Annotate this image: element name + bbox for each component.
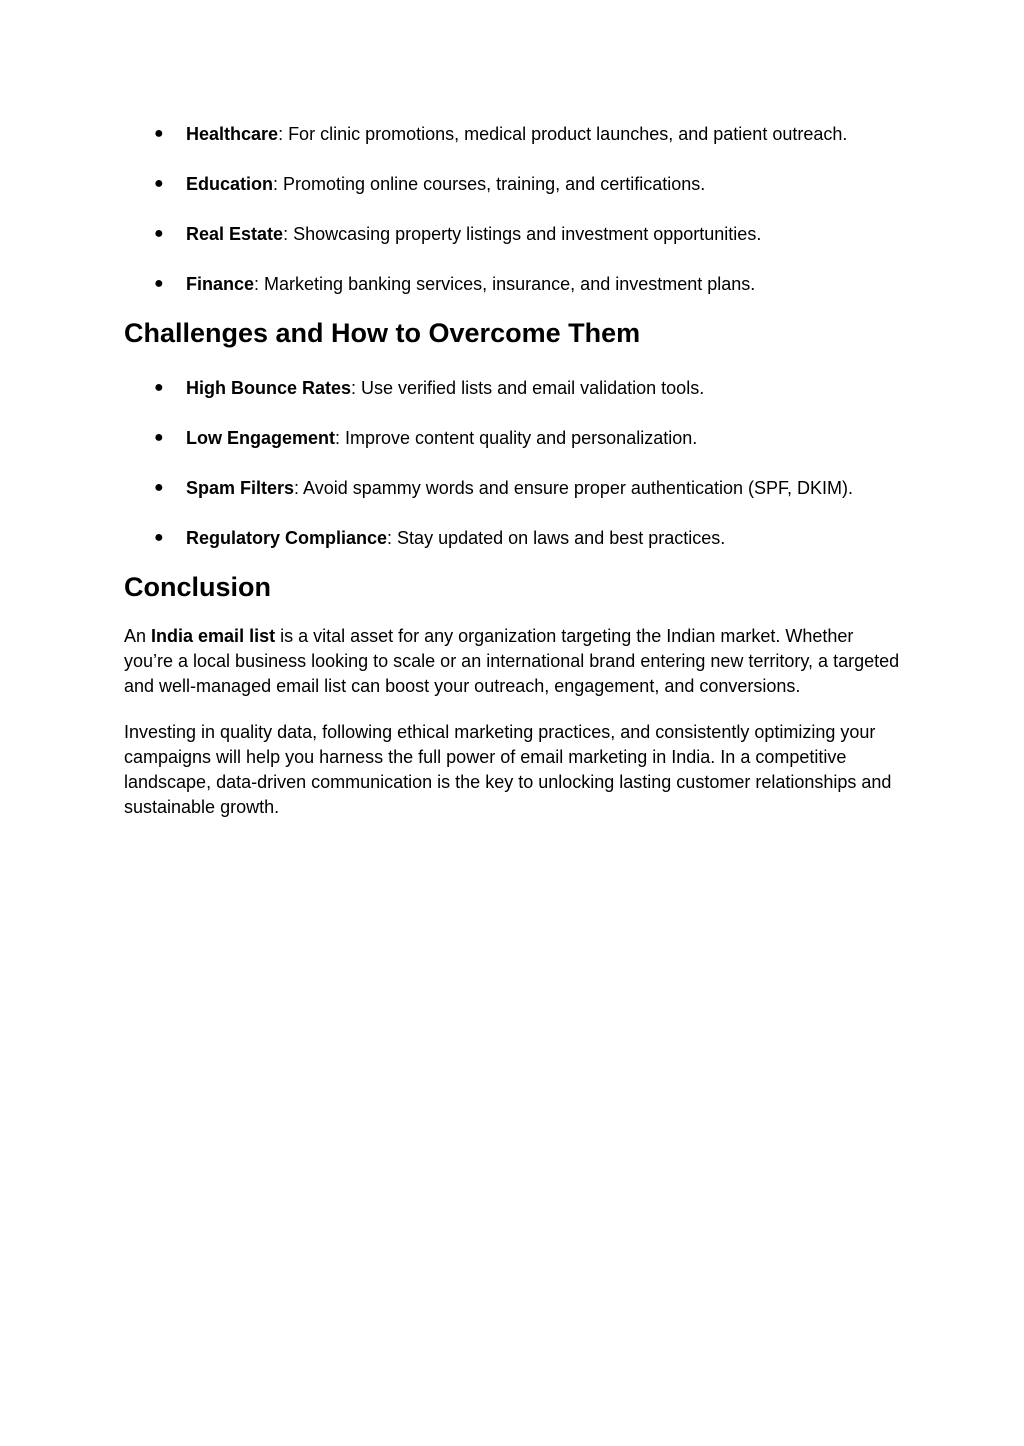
conclusion-paragraph-2: Investing in quality data, following ethical marketing practices, and consistently optimizing your campaigns will help you harness the full power of email marketing in India. In a competitive landscape, data-driven communication is the key to unlocking lasting customer relationships and sustainable growth. [124,722,892,817]
list-item-term: Finance [186,274,255,294]
conclusion-paragraph-1 [124,624,904,699]
bullet-icon: ● [154,379,164,396]
bullet-icon: ● [154,125,164,142]
list-item [124,118,904,150]
list-item-term: Education [186,174,274,194]
list-item-desc: : Use verified lists and email validation tools. [351,378,705,398]
paragraph-text: is a vital asset for any organization targeting the Indian market. Whether you’re a local business looking to scale or an international brand entering new territory, a targeted and well-managed email list can boost your outreach, engagement, and conversions. [124,626,900,696]
list-item-desc: : Marketing banking services, insurance, and investment plans. [254,274,756,294]
bullet-icon: ● [154,429,164,446]
list-item [124,422,904,454]
list-item-term: Spam Filters [186,478,295,498]
list-item-term: Real Estate [186,224,284,244]
list-item-term: High Bounce Rates [186,378,352,398]
conclusion-heading: Conclusion [124,572,271,602]
challenges-list [124,372,904,554]
list-item-desc: : Stay updated on laws and best practices. [387,528,726,548]
bullet-icon: ● [154,529,164,546]
bullet-icon: ● [154,479,164,496]
bullet-icon: ● [154,275,164,292]
list-item [124,522,904,554]
document-page [124,118,904,841]
list-item-desc: : Improve content quality and personalization. [335,428,698,448]
paragraph-prefix: An [124,626,152,646]
list-item-term: Healthcare [186,124,279,144]
list-item-desc: : Showcasing property listings and investment opportunities. [283,224,762,244]
list-item [124,372,904,404]
list-item [124,472,904,504]
list-item-desc: : Avoid spammy words and ensure proper authentication (SPF, DKIM). [294,478,853,498]
bullet-icon: ● [154,225,164,242]
paragraph-bold-term: India email list [151,626,276,646]
list-item-desc: : Promoting online courses, training, and certifications. [273,174,706,194]
list-item [124,268,904,300]
list-item-term: Regulatory Compliance [186,528,388,548]
list-item [124,218,904,250]
industry-list [124,118,904,300]
list-item-term: Low Engagement [186,428,336,448]
list-item-desc: : For clinic promotions, medical product launches, and patient outreach. [278,124,848,144]
challenges-heading: Challenges and How to Overcome Them [124,318,641,348]
list-item [124,168,904,200]
bullet-icon: ● [154,175,164,192]
